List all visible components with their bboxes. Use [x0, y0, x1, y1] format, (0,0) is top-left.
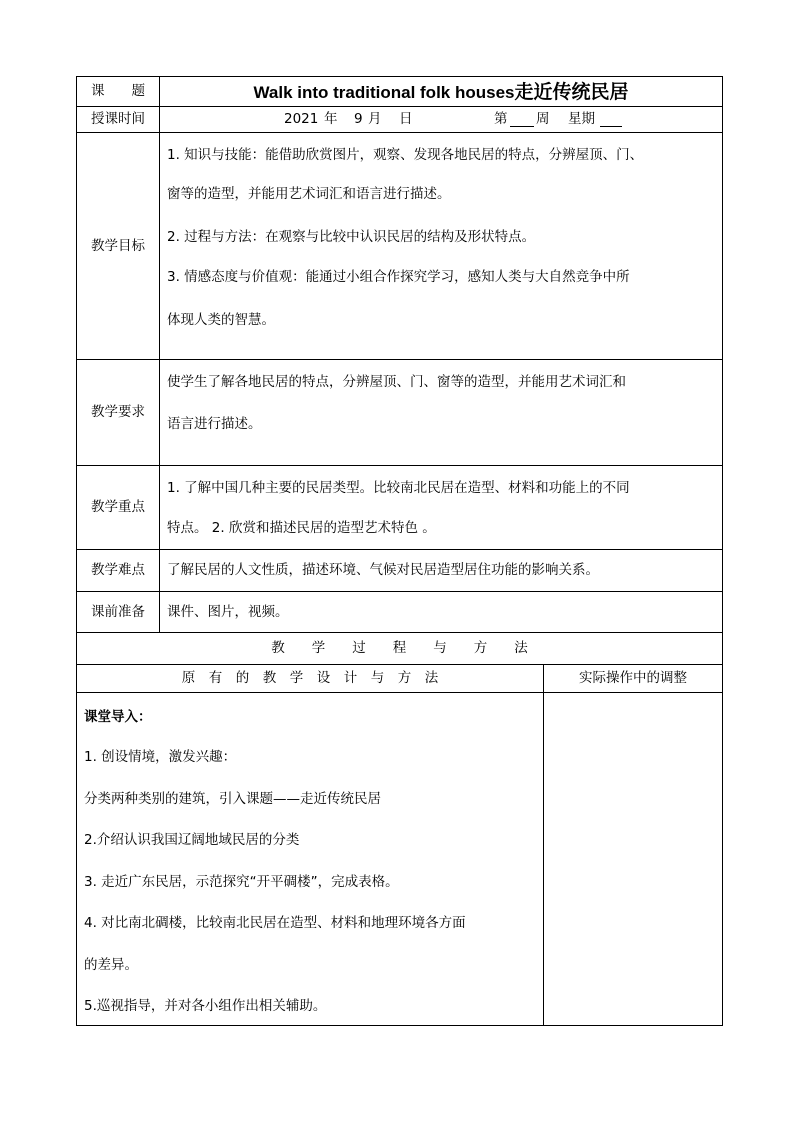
process-line: 分类两种类别的建筑，引入课题——走近传统民居: [84, 791, 381, 807]
row-divider: [76, 465, 723, 466]
process-line: 3. 走近广东民居，示范探究“开平碉楼”，完成表格。: [84, 874, 399, 890]
requirements-line: 语言进行描述。: [167, 416, 262, 432]
difficulties-label: 教学难点: [91, 562, 145, 578]
topic-label: 课 题: [91, 83, 145, 99]
process-line: 4. 对比南北碉楼，比较南北民居在造型、材料和地理环境各方面: [84, 915, 466, 931]
process-line: 5.巡视指导，并对各小组作出相关辅助。: [84, 998, 327, 1014]
preparation-label: 课前准备: [91, 604, 145, 620]
requirements-line: 使学生了解各地民居的特点，分辨屋顶、门、窗等的造型，并能用艺术词汇和: [167, 374, 626, 390]
objectives-line: 体现人类的智慧。: [167, 312, 275, 328]
weekday-blank: [600, 126, 622, 127]
row-divider: [76, 549, 723, 550]
year-unit: 年: [324, 111, 338, 127]
row-divider: [76, 632, 723, 633]
objectives-label: 教学目标: [91, 238, 145, 254]
lesson-title-en: Walk into traditional folk houses: [253, 83, 515, 102]
week-unit: 周: [536, 111, 550, 127]
original-design-header: 原 有 的 教 学 设 计 与 方 法: [181, 670, 439, 686]
table-border-left: [76, 76, 77, 1026]
row-divider: [76, 591, 723, 592]
key-points-line: 1. 了解中国几种主要的民居类型。比较南北民居在造型、材料和功能上的不同: [167, 480, 630, 496]
requirements-label: 教学要求: [91, 404, 145, 420]
week-prefix: 第: [494, 111, 508, 127]
process-line: 1. 创设情境，激发兴趣：: [84, 749, 237, 765]
preparation-text: 课件、图片，视频。: [167, 604, 289, 620]
lesson-title-cn: 走近传统民居: [514, 81, 629, 103]
table-border-top: [76, 76, 723, 77]
objectives-line: 1. 知识与技能：能借助欣赏图片，观察、发现各地民居的特点，分辨屋顶、门、: [167, 147, 644, 163]
objectives-line: 2. 过程与方法：在观察与比较中认识民居的结构及形状特点。: [167, 229, 536, 245]
row-divider: [76, 132, 723, 133]
table-border-right: [722, 76, 723, 1026]
weekday-label: 星期: [568, 111, 595, 127]
row-divider: [76, 106, 723, 107]
adjustment-header: 实际操作中的调整: [579, 670, 687, 686]
table-border-bottom: [76, 1025, 723, 1026]
key-points-label: 教学重点: [91, 499, 145, 515]
objectives-line: 窗等的造型，并能用艺术词汇和语言进行描述。: [167, 186, 451, 202]
month-unit: 月: [368, 111, 382, 127]
time-label: 授课时间: [91, 111, 145, 127]
intro-title: 课堂导入：: [84, 709, 152, 725]
adjust-column-divider: [543, 664, 544, 1026]
objectives-line: 3. 情感态度与价值观：能通过小组合作探究学习，感知人类与大自然竞争中所: [167, 269, 630, 285]
row-divider: [76, 692, 723, 693]
week-blank: [510, 126, 534, 127]
key-points-line: 特点。 2. 欣赏和描述民居的造型艺术特色 。: [167, 520, 436, 536]
process-line: 2.介绍认识我国辽阔地域民居的分类: [84, 832, 300, 848]
row-divider: [76, 664, 723, 665]
year-value: 2021: [284, 111, 319, 127]
process-line: 的差异。: [84, 957, 138, 973]
row-divider: [76, 359, 723, 360]
difficulties-text: 了解民居的人文性质，描述环境、气候对民居造型居住功能的影响关系。: [167, 562, 599, 578]
day-unit: 日: [399, 111, 413, 127]
month-value: 9: [354, 111, 363, 127]
lesson-title: [160, 78, 722, 106]
process-heading: 教 学 过 程 与 方 法: [271, 640, 528, 656]
